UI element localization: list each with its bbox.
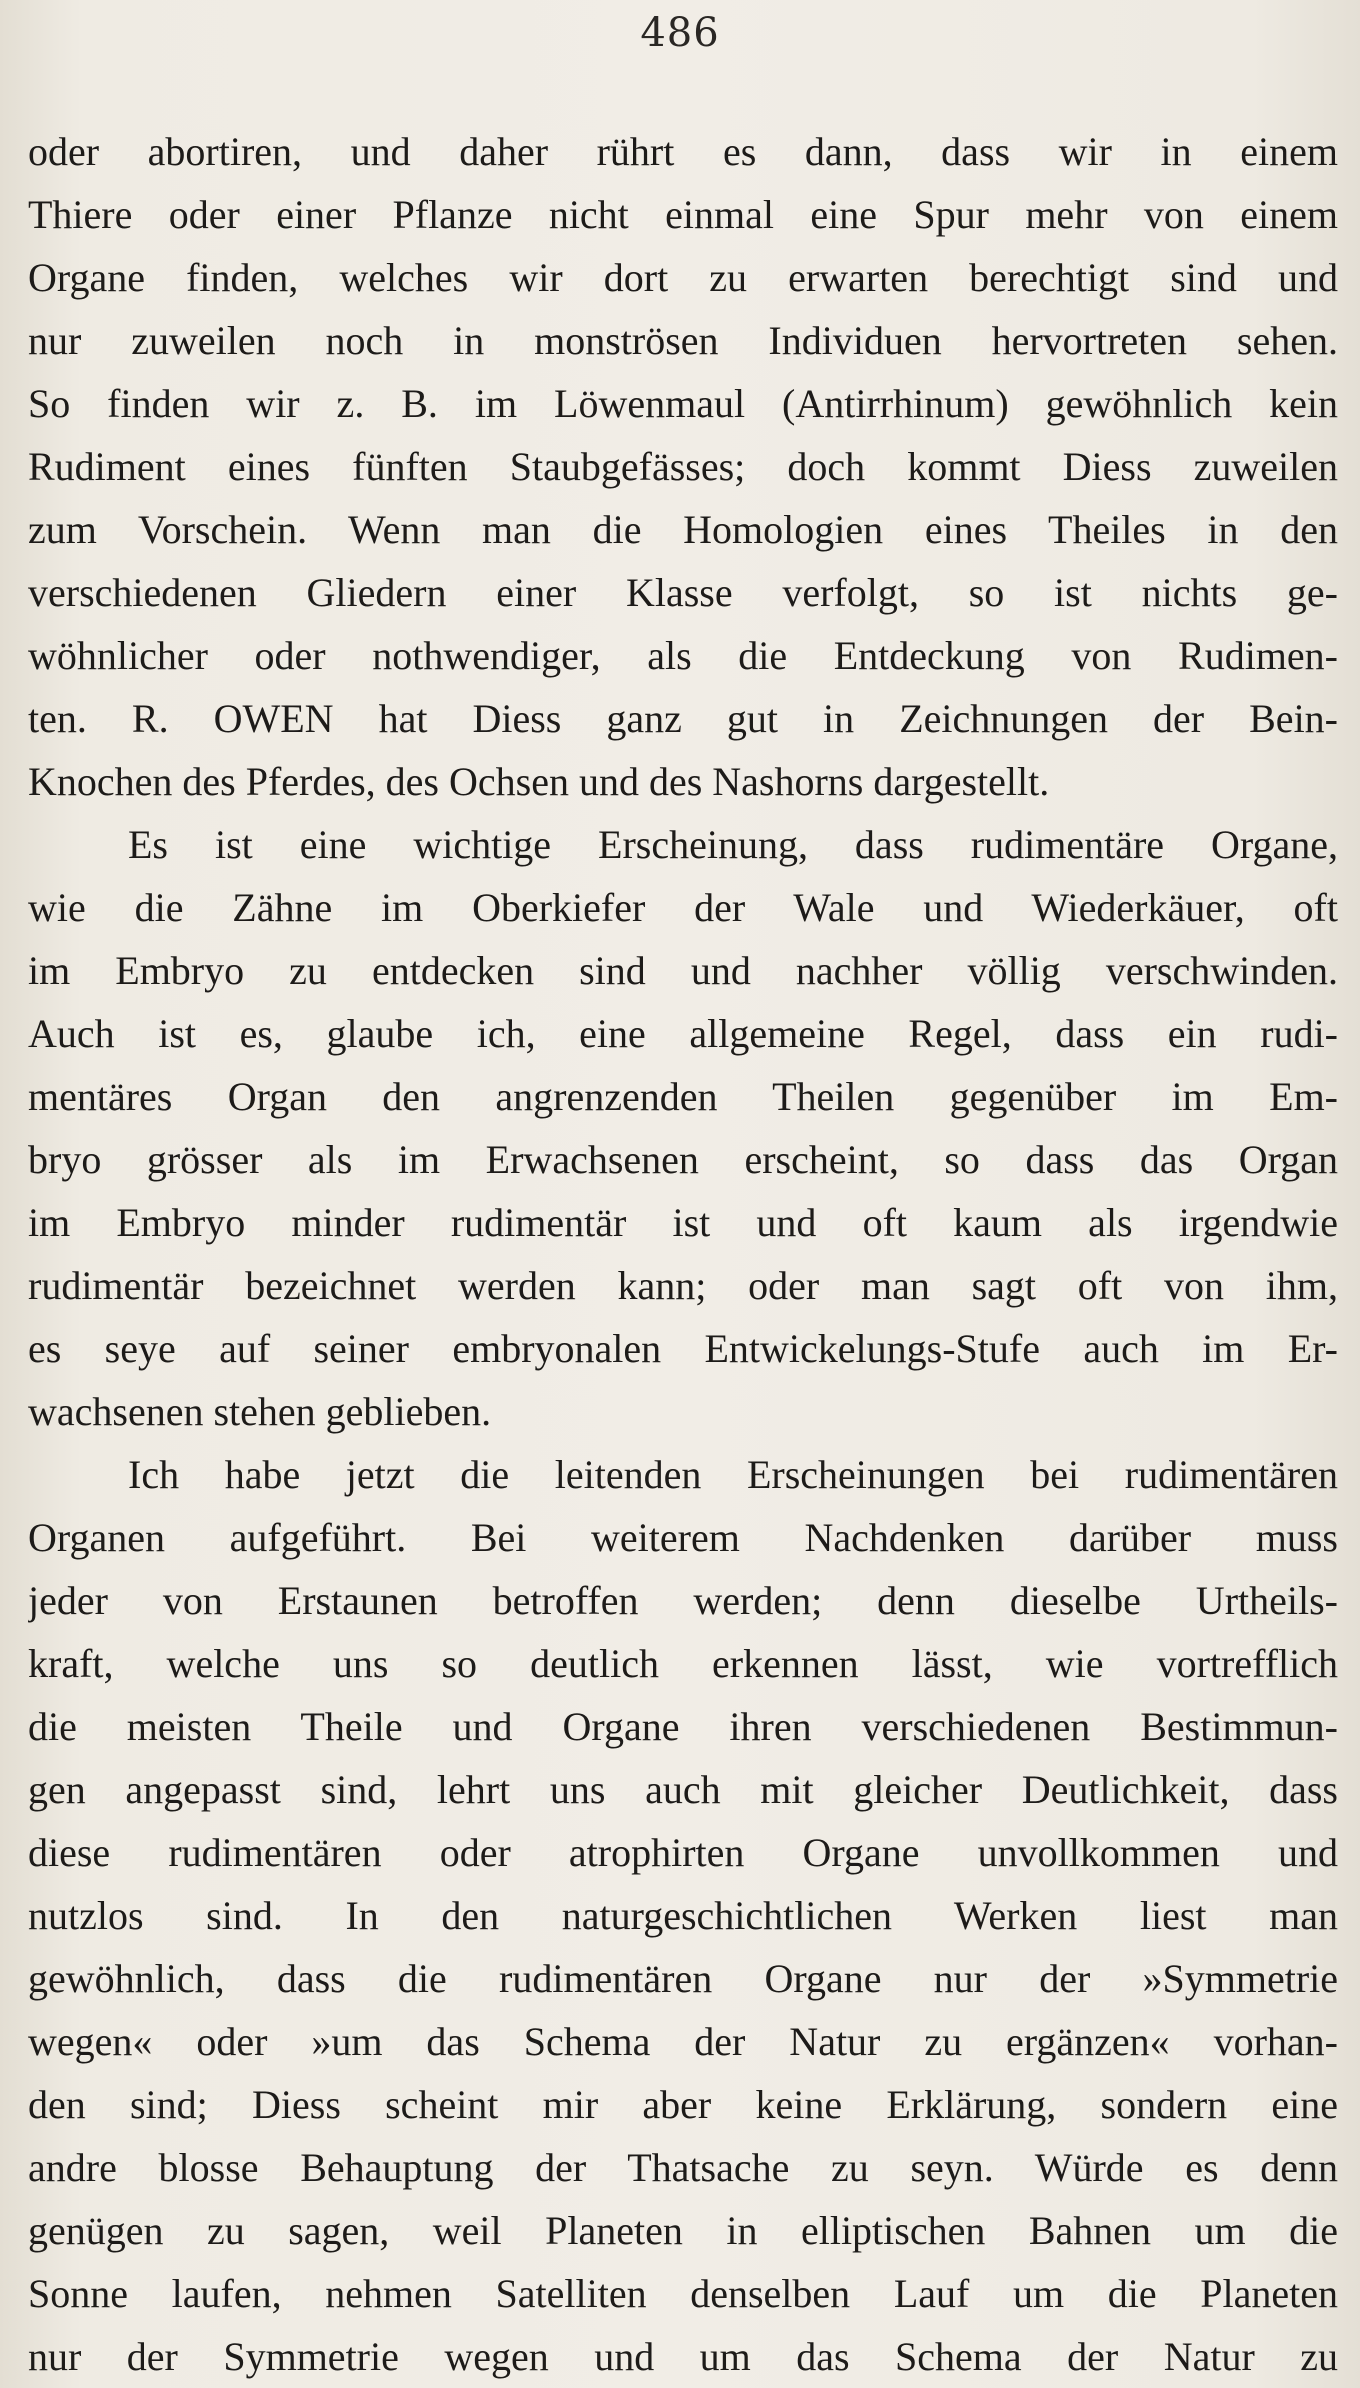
text-line: genügen zu sagen, weil Planeten in elliptischen Bahnen um die <box>28 2208 1338 2253</box>
text-line: es seye auf seiner embryonalen Entwickelungs-Stufe auch im Er- <box>28 1326 1338 1371</box>
text-line: Sonne laufen, nehmen Satelliten denselben Lauf um die Planeten <box>28 2271 1338 2316</box>
text-line: Auch ist es, glaube ich, eine allgemeine Regel, dass ein rudi- <box>28 1011 1338 1056</box>
text-line: wie die Zähne im Oberkiefer der Wale und Wiederkäuer, oft <box>28 885 1338 930</box>
text-line: bryo grösser als im Erwachsenen erscheint, so dass das Organ <box>28 1137 1338 1182</box>
text-line: wegen« oder »um das Schema der Natur zu ergänzen« vorhan- <box>28 2019 1338 2064</box>
text-line: den sind; Diess scheint mir aber keine Erklärung, sondern eine <box>28 2082 1338 2127</box>
text-line: Thiere oder einer Pflanze nicht einmal eine Spur mehr von einem <box>28 192 1338 237</box>
text-line: wachsenen stehen geblieben. <box>28 1389 492 1434</box>
text-line: Rudiment eines fünften Staubgefässes; doch kommt Diess zuweilen <box>28 444 1338 489</box>
text-line: rudimentär bezeichnet werden kann; oder man sagt oft von ihm, <box>28 1263 1338 1308</box>
paragraph-start-line: Es ist eine wichtige Erscheinung, dass rudimentäre Organe, <box>128 822 1338 867</box>
text-line: mentäres Organ den angrenzenden Theilen gegenüber im Em- <box>28 1074 1338 1119</box>
text-line: gewöhnlich, dass die rudimentären Organe nur der »Symmetrie <box>28 1956 1338 2001</box>
text-line: diese rudimentären oder atrophirten Organe unvollkommen und <box>28 1830 1338 1875</box>
text-line: Organen aufgeführt. Bei weiterem Nachdenken darüber muss <box>28 1515 1338 1560</box>
text-line: im Embryo minder rudimentär ist und oft kaum als irgendwie <box>28 1200 1338 1245</box>
text-line: kraft, welche uns so deutlich erkennen lässt, wie vortrefflich <box>28 1641 1338 1686</box>
text-line: Knochen des Pferdes, des Ochsen und des Nashorns dargestellt. <box>28 759 1050 804</box>
text-line: jeder von Erstaunen betroffen werden; denn dieselbe Urtheils- <box>28 1578 1338 1623</box>
text-line: nur zuweilen noch in monströsen Individuen hervortreten sehen. <box>28 318 1338 363</box>
text-line: nutzlos sind. In den naturgeschichtlichen Werken liest man <box>28 1893 1338 1938</box>
text-line: So finden wir z. B. im Löwenmaul (Antirrhinum) gewöhnlich kein <box>28 381 1338 426</box>
text-line: verschiedenen Gliedern einer Klasse verfolgt, so ist nichts ge- <box>28 570 1338 615</box>
body-text <box>28 120 1338 2388</box>
paragraph-start-line: Ich habe jetzt die leitenden Erscheinungen bei rudimentären <box>128 1452 1338 1497</box>
text-line: Organe finden, welches wir dort zu erwarten berechtigt sind und <box>28 255 1338 300</box>
text-line: andre blosse Behauptung der Thatsache zu seyn. Würde es denn <box>28 2145 1338 2190</box>
text-line: gen angepasst sind, lehrt uns auch mit gleicher Deutlichkeit, dass <box>28 1767 1338 1812</box>
text-line: nur der Symmetrie wegen und um das Schema der Natur zu <box>28 2334 1338 2379</box>
text-line: die meisten Theile und Organe ihren verschiedenen Bestimmun- <box>28 1704 1338 1749</box>
text-line: ten. R. OWEN hat Diess ganz gut in Zeichnungen der Bein- <box>28 696 1338 741</box>
text-line: wöhnlicher oder nothwendiger, als die Entdeckung von Rudimen- <box>28 633 1338 678</box>
page-number: 486 <box>640 10 720 56</box>
text-line: zum Vorschein. Wenn man die Homologien eines Theiles in den <box>28 507 1338 552</box>
text-line: im Embryo zu entdecken sind und nachher völlig verschwinden. <box>28 948 1338 993</box>
text-line: oder abortiren, und daher rührt es dann, dass wir in einem <box>28 129 1338 174</box>
